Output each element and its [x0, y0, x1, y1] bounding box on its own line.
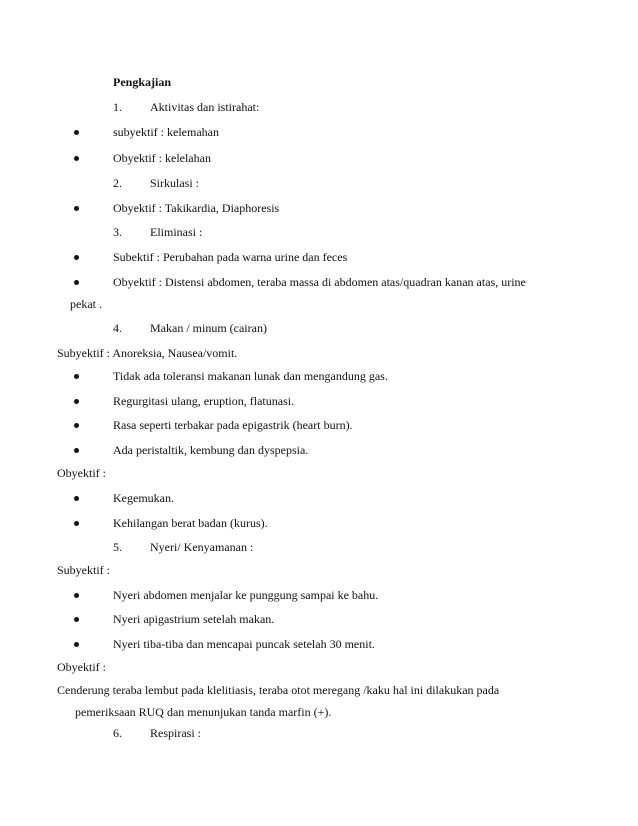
line-kegemukan: Kegemukan. — [113, 491, 174, 505]
line-subektif-perubahan-warna: Subektif : Perubahan pada warna urine dan feces — [113, 250, 348, 264]
bullet-icon — [74, 156, 79, 161]
line-subyektif-label-2: Subyektif : — [57, 563, 110, 577]
bullet-icon — [74, 617, 79, 622]
section-3-title: Eliminasi : — [150, 225, 203, 239]
bullet-icon — [74, 496, 79, 501]
bullet-icon — [74, 642, 79, 647]
section-2-number: 2. — [113, 176, 122, 190]
bullet-icon — [74, 423, 79, 428]
line-obyektif-label-2: Obyektif : — [57, 660, 106, 674]
line-subyektif-anoreksia: Subyektif : Anoreksia, Nausea/vomit. — [57, 346, 238, 360]
bullet-icon — [74, 448, 79, 453]
section-3-number: 3. — [113, 225, 122, 239]
line-rasa-terbakar: Rasa seperti terbakar pada epigastrik (heart burn). — [113, 418, 353, 432]
section-5-title: Nyeri/ Kenyamanan : — [150, 540, 254, 554]
bullet-icon — [74, 206, 79, 211]
line-pemeriksaan-ruq: pemeriksaan RUQ dan menunjukan tanda marfin (+). — [75, 705, 332, 719]
section-6-title: Respirasi : — [150, 726, 201, 740]
section-1-title: Aktivitas dan istirahat: — [150, 100, 260, 114]
line-nyeri-tiba-tiba: Nyeri tiba-tiba dan mencapai puncak setelah 30 menit. — [113, 637, 375, 651]
line-obyektif-takikardia: Obyektif : Takikardia, Diaphoresis — [113, 201, 280, 215]
line-obyektif-label-1: Obyektif : — [57, 466, 106, 480]
line-nyeri-abdomen: Nyeri abdomen menjalar ke punggung sampai ke bahu. — [113, 588, 379, 602]
section-1-number: 1. — [113, 100, 122, 114]
section-5-number: 5. — [113, 540, 122, 554]
bullet-icon — [74, 374, 79, 379]
section-6-number: 6. — [113, 726, 122, 740]
line-regurgitasi: Regurgitasi ulang, eruption, flatunasi. — [113, 394, 295, 408]
line-obyektif-kelelahan: Obyektif : kelelahan — [113, 151, 211, 165]
line-subyektif-kelemahan: subyektif : kelemahan — [113, 125, 219, 139]
heading-pengkajian: Pengkajian — [113, 75, 172, 89]
line-kehilangan-berat-badan: Kehilangan berat badan (kurus). — [113, 516, 268, 530]
bullet-icon — [74, 280, 79, 285]
bullet-icon — [74, 130, 79, 135]
line-tidak-ada-toleransi: Tidak ada toleransi makanan lunak dan mengandung gas. — [113, 369, 388, 383]
line-peristaltik: Ada peristaltik, kembung dan dyspepsia. — [113, 443, 309, 457]
bullet-icon — [74, 399, 79, 404]
line-cenderung-teraba: Cenderung teraba lembut pada klelitiasis, teraba otot meregang /kaku hal ini dilakukan pada — [57, 683, 500, 697]
line-pekat: pekat . — [70, 297, 102, 311]
bullet-icon — [74, 255, 79, 260]
bullet-icon — [74, 521, 79, 526]
line-nyeri-apigastrium: Nyeri apigastrium setelah makan. — [113, 612, 275, 626]
line-obyektif-distensi: Obyektif : Distensi abdomen, teraba massa di abdomen atas/quadran kanan atas, urine — [113, 275, 526, 289]
bullet-icon — [74, 593, 79, 598]
section-2-title: Sirkulasi : — [150, 176, 200, 190]
section-4-title: Makan / minum (cairan) — [150, 321, 267, 335]
section-4-number: 4. — [113, 321, 122, 335]
